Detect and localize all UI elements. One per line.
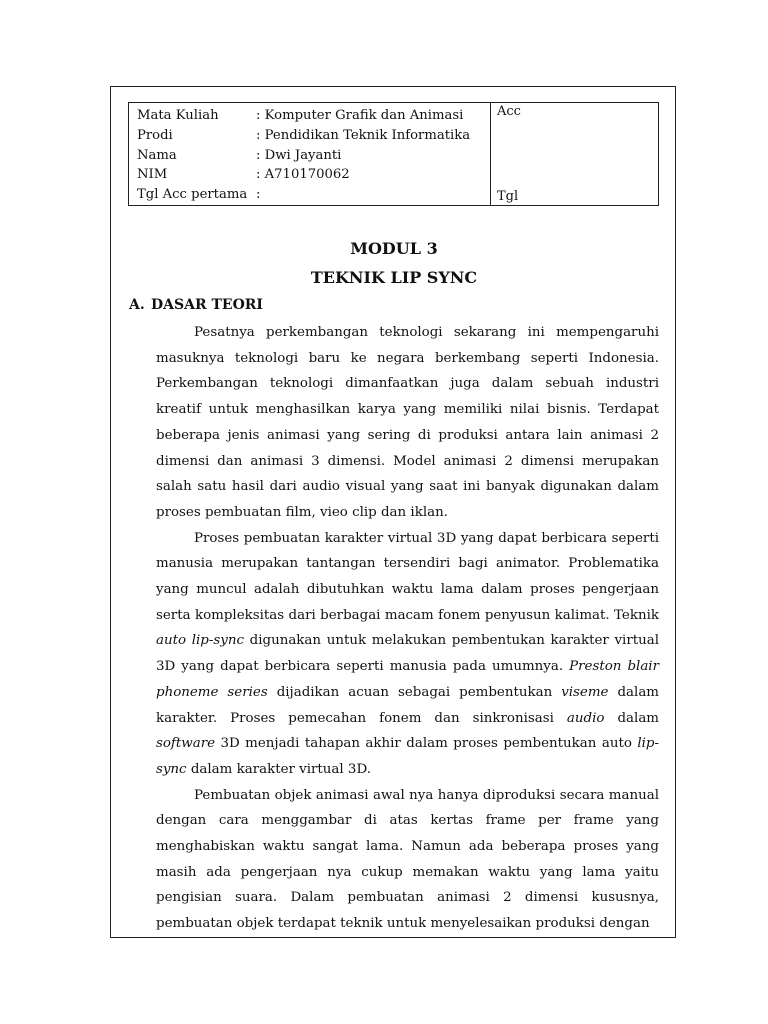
italic-text: Preston blair phoneme series <box>156 659 659 700</box>
italic-text: software <box>156 736 216 752</box>
text-run: Pesatnya perkembangan teknologi sekarang ini mempengaruhi masuknya teknologi baru ke negara berkembang seperti Indonesia. Perkembangan teknologi dimanfaatkan juga dalam sebuah industri kreatif untuk menghasilkan karya yang memiliki nilai bisnis. Terdapat beberapa jenis animasi yang sering di produksi antara lain animasi 2 dimensi dan animasi 3 dimensi. Model animasi 2 dimensi merupakan salah satu hasil dari audio visual yang saat ini banyak digunakan dalam proses pembuatan film, vieo clip dan iklan. <box>156 325 659 520</box>
text-run: Proses pembuatan karakter virtual 3D yang dapat berbicara seperti manusia merupakan tantangan tersendiri bagi animator. Problematika yang muncul adalah dibutuhkan waktu lama dalam proses pengerjaan serta kompleksitas dari berbagai macam fonem penyusun kalimat. Teknik <box>156 530 659 623</box>
text-run: dijadikan acuan sebagai pembentukan <box>267 684 562 700</box>
document-page <box>110 86 676 938</box>
paragraph <box>156 320 659 526</box>
text-run: Pembuatan objek animasi awal nya hanya diproduksi secara manual dengan cara menggambar di atas kertas frame per frame yang menghabiskan waktu sangat lama. Namun ada beberapa proses yang masih ada pengerjaan nya cukup memakan waktu yang lama yaitu pengisian suara. Dalam pembuatan animasi 2 dimensi kususnya, pembuatan objek terdapat teknik untuk menyelesaikan produksi dengan <box>156 787 659 932</box>
body-text <box>156 320 659 937</box>
field-value: : Pendidikan Teknik Informatika <box>256 128 471 143</box>
italic-text: audio <box>566 710 605 726</box>
paragraph <box>156 783 659 937</box>
text-run: dalam karakter virtual 3D. <box>186 761 371 777</box>
italic-text: auto lip-sync <box>156 633 244 649</box>
course-info-table <box>128 102 659 206</box>
section-letter: A. <box>129 297 145 313</box>
text-run: 3D menjadi tahapan akhir dalam proses pembentukan auto <box>215 736 638 752</box>
italic-text: viseme <box>561 684 609 700</box>
tgl-label: Tgl <box>497 189 519 204</box>
field-label: Prodi <box>137 128 173 143</box>
text-run: digunakan untuk melakukan pembentukan karakter virtual 3D yang dapat berbicara seperti manusia pada umumnya. <box>156 633 660 675</box>
section-heading <box>129 297 263 313</box>
field-value: : Komputer Grafik dan Animasi <box>256 108 464 123</box>
section-title: DASAR TEORI <box>151 297 263 313</box>
course-info-fields <box>129 103 491 205</box>
text-run: dalam karakter. Proses pemecahan fonem dan sinkronisasi <box>156 684 659 726</box>
module-title: MODUL 3 <box>350 239 438 258</box>
acc-label: Acc <box>497 104 521 119</box>
field-value: : <box>256 187 261 202</box>
field-label: Tgl Acc pertama <box>137 187 248 202</box>
field-value: : A710170062 <box>256 167 350 182</box>
field-value: : Dwi Jayanti <box>256 148 342 163</box>
paragraph <box>156 526 659 783</box>
field-label: Nama <box>137 148 177 163</box>
field-label: NIM <box>137 167 168 182</box>
text-run: dalam <box>604 710 659 726</box>
field-label: Mata Kuliah <box>137 108 219 123</box>
module-subtitle: TEKNIK LIP SYNC <box>310 268 478 287</box>
italic-text: lip-sync <box>156 736 659 777</box>
